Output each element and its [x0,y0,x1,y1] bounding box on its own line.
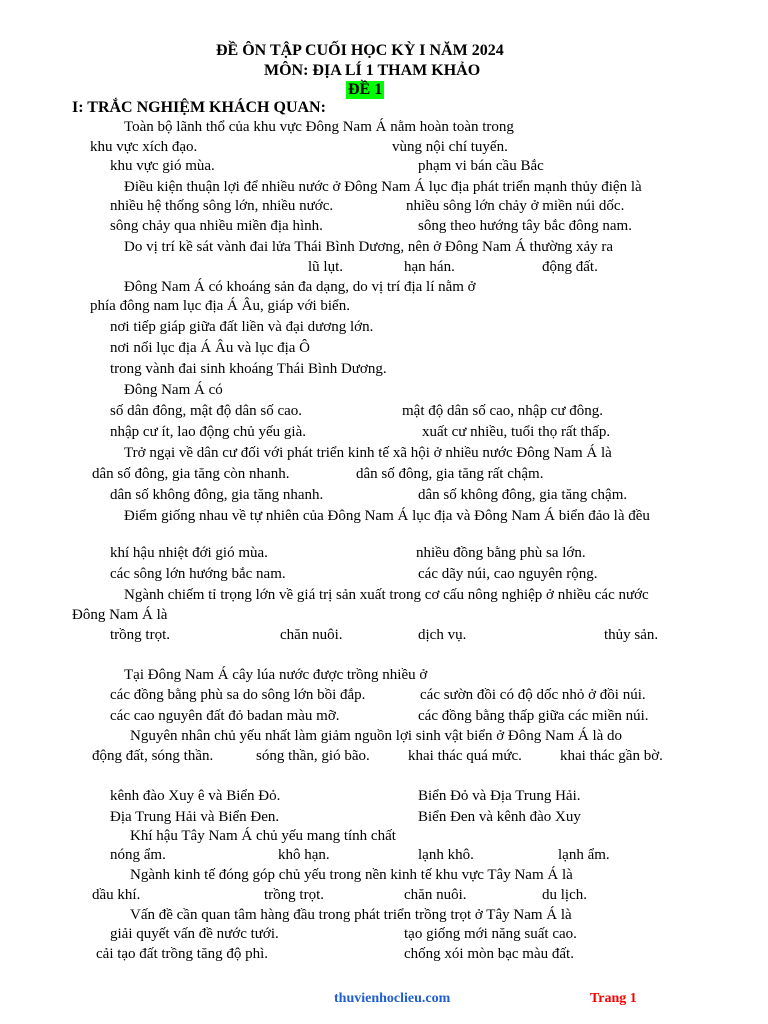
answer-option: khu vực gió mùa. [110,158,215,174]
answer-option: khô hạn. [278,847,330,863]
answer-option: nhiều đồng bằng phù sa lớn. [416,545,586,561]
answer-option: xuất cư nhiều, tuổi thọ rất thấp. [422,424,611,440]
answer-option: động đất. [542,259,598,275]
answer-option: các cao nguyên đất đỏ badan màu mỡ. [110,708,340,724]
answer-option: nơi tiếp giáp giữa đất liền và đại dương lớn. [110,319,374,335]
answer-option: nóng ẩm. [110,847,166,863]
question-stem: Đông Nam Á có [124,382,223,398]
answer-option: khai thác quá mức. [408,748,522,764]
answer-option: nhập cư ít, lao động chủ yếu già. [110,424,306,440]
answer-option: phạm vi bán cầu Bắc [418,158,544,174]
answer-option: các đồng bằng thấp giữa các miền núi. [418,708,649,724]
answer-option: lạnh khô. [418,847,474,863]
answer-option: khai thác gần bờ. [560,748,663,764]
answer-option: dân số không đông, gia tăng chậm. [418,487,628,503]
footer-site-link[interactable]: thuvienhoclieu.com [334,991,451,1006]
question-stem: Khí hậu Tây Nam Á chủ yếu mang tính chất [130,828,396,844]
answer-option: nơi nối lục địa Á Âu và lục địa Ô [110,340,310,356]
question-stem: Trở ngại về dân cư đối với phát triển kinh tế xã hội ở nhiều nước Đông Nam Á là [124,445,612,461]
answer-option: nhiều hệ thống sông lớn, nhiều nước. [110,198,334,214]
answer-option: cải tạo đất trồng tăng độ phì. [96,946,269,962]
answer-option: sông chảy qua nhiều miền địa hình. [110,218,323,234]
answer-option: số dân đông, mật độ dân số cao. [110,403,303,419]
answer-option: sông theo hướng tây bắc đông nam. [418,218,632,234]
answer-option: các dãy núi, cao nguyên rộng. [418,566,598,582]
answer-option: trồng trọt. [264,887,324,903]
footer-page-number: Trang 1 [590,991,637,1006]
answer-option: Biển Đỏ và Địa Trung Hải. [418,788,581,804]
question-stem: Nguyên nhân chủ yếu nhất làm giảm nguồn lợi sinh vật biển ở Đông Nam Á là do [130,728,623,744]
question-stem: Do vị trí kề sát vành đai lửa Thái Bình Dương, nên ở Đông Nam Á thường xảy ra [124,239,614,255]
question-stem: Đông Nam Á có khoáng sản đa dạng, do vị trí địa lí nằm ở [124,279,476,295]
answer-option: tạo giống mới năng suất cao. [404,926,577,942]
answer-option: dân số đông, gia tăng còn nhanh. [92,466,290,482]
answer-option: hạn hán. [404,259,455,275]
question-stem: Ngành chiếm tỉ trọng lớn về giá trị sản xuất trong cơ cấu nông nghiệp ở nhiều các nước [124,587,649,603]
question-stem: Điều kiện thuận lợi để nhiều nước ở Đông Nam Á lục địa phát triển mạnh thủy điện là [124,179,642,195]
answer-option: chăn nuôi. [280,627,343,643]
answer-option: dầu khí. [92,887,141,903]
answer-option: dân số không đông, gia tăng nhanh. [110,487,324,503]
answer-option: kênh đào Xuy ê và Biển Đỏ. [110,788,281,804]
question-stem: Vấn đề cần quan tâm hàng đầu trong phát triển trồng trọt ở Tây Nam Á là [130,907,572,923]
answer-option: phía đông nam lục địa Á Âu, giáp với biển. [90,298,350,314]
exam-code-badge: ĐỀ 1 [348,81,383,98]
question-stem: Điểm giống nhau về tự nhiên của Đông Nam Á lục địa và Đông Nam Á biển đảo là đều [124,508,650,524]
answer-option: khí hậu nhiệt đới gió mùa. [110,545,268,561]
question-stem: Tại Đông Nam Á cây lúa nước được trồng nhiều ở [124,667,428,683]
answer-option: chống xói mòn bạc màu đất. [404,946,574,962]
answer-option: lũ lụt. [308,259,344,275]
answer-option: khu vực xích đạo. [90,139,198,155]
answer-option: thủy sản. [604,627,659,643]
answer-option: mật độ dân số cao, nhập cư đông. [402,403,603,419]
answer-option: Biển Đen và kênh đào Xuy [418,809,581,825]
answer-option: vùng nội chí tuyến. [392,139,508,155]
exam-title: ĐỀ ÔN TẬP CUỐI HỌC KỲ I NĂM 2024 [216,42,504,59]
answer-option: chăn nuôi. [404,887,467,903]
answer-option: nhiều sông lớn chảy ở miền núi dốc. [406,198,625,214]
question-stem: Ngành kinh tế đóng góp chủ yếu trong nền kinh tế khu vực Tây Nam Á là [130,867,573,883]
answer-option: các sườn đồi có độ dốc nhỏ ở đồi núi. [420,687,646,703]
answer-option: trong vành đai sinh khoáng Thái Bình Dương. [110,361,387,377]
answer-option: Địa Trung Hải và Biển Đen. [110,809,280,825]
answer-option: dịch vụ. [418,627,467,643]
answer-option: dân số đông, gia tăng rất chậm. [356,466,544,482]
answer-option: lạnh ẩm. [558,847,610,863]
answer-option: các sông lớn hướng bắc nam. [110,566,286,582]
question-stem-cont: Đông Nam Á là [72,607,168,623]
answer-option: du lịch. [542,887,587,903]
exam-subject: MÔN: ĐỊA LÍ 1 THAM KHẢO [264,62,481,79]
answer-option: sóng thần, gió bão. [256,748,370,764]
section-title: I: TRẮC NGHIỆM KHÁCH QUAN: [72,99,326,116]
answer-option: động đất, sóng thần. [92,748,214,764]
answer-option: giải quyết vấn đề nước tưới. [110,926,279,942]
question-stem: Toàn bộ lãnh thổ của khu vực Đông Nam Á nằm hoàn toàn trong [124,119,514,135]
answer-option: các đồng bằng phù sa do sông lớn bồi đắp. [110,687,366,703]
answer-option: trồng trọt. [110,627,170,643]
